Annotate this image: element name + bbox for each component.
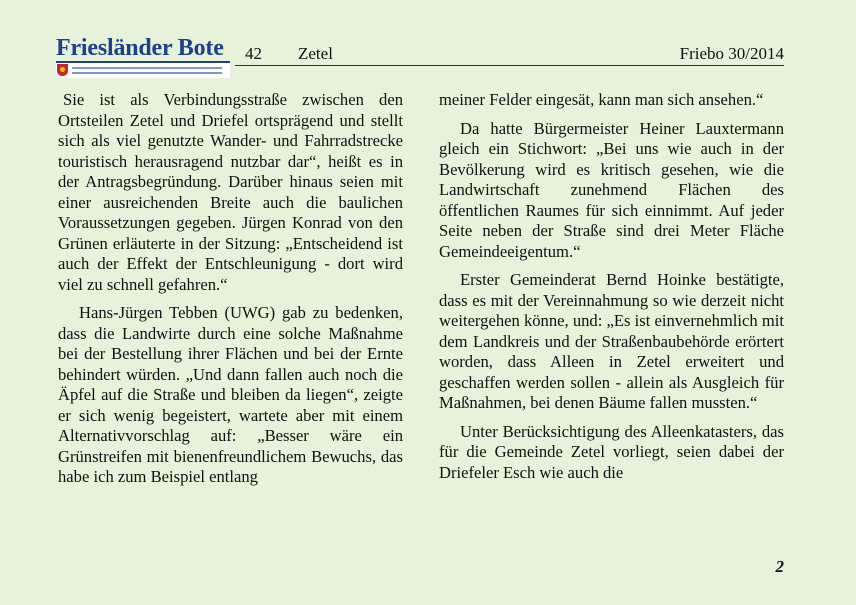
header-page-number: 42: [245, 44, 262, 63]
paragraph: Sie ist als Verbindungsstraße zwischen den Ortsteilen Zetel und Driefel ortsprägend und stellt sich als viel genutzte Wander- und Fahrradstrecke touristisch herausragend nutzbar dar“, heißt es in der Antragsbegründung. Darüber hinaus seien mit einer ausreichenden Breite auch die baulichen Voraussetzungen gegeben. Jürgen Konrad von den Grünen erläuterte in der Sitzung: „Entscheidend ist auch der Effekt der Entschleunigung - dort wird viel zu schnell gefahren.“: [58, 90, 403, 294]
paragraph: Da hatte Bürgermeister Heiner Lauxtermann gleich ein Stichwort: „Bei uns wie auch in der Bevölkerung wird es kritisch gesehen, wie die Landwirtschaft zunehmend Flächen des öffentlichen Raumes für sich einnimmt. Auf jeder Seite neben der Straße sind drei Meter Fläche Gemeindeeigentum.“: [439, 118, 784, 261]
article-column-left: [58, 90, 403, 496]
paragraph: Erster Gemeinderat Bernd Hoinke bestätigte, dass es mit der Vereinnahmung so wie derzeit nicht weitergehen könne, und: „Es ist einvernehmlich mit dem Landkreis und der Straßenbaubehörde erörtert worden, dass Alleen in Zetel erweitert und geschaffen werden sollen - allein als Ausgleich für Maßnahmen, bei denen Bäume fallen mussten.“: [439, 270, 784, 412]
logo-band: [56, 61, 230, 78]
article-column-right: [439, 90, 784, 491]
newspaper-logo: [56, 36, 230, 76]
logo-fineprint-line: [72, 72, 222, 74]
paragraph: Unter Berücksichtigung des Alleenkatasters, das für die Gemeinde Zetel vorliegt, seien dabei der Driefeler Esch wie auch die: [439, 421, 784, 482]
header-divider: [235, 65, 784, 66]
logo-title: Friesländer Bote: [56, 35, 224, 61]
header-issue: Friebo 30/2014: [679, 44, 784, 63]
page-number: 2: [775, 557, 784, 576]
paragraph: Hans-Jürgen Tebben (UWG) gab zu bedenken, dass die Landwirte durch eine solche Maßnahme bei der Bestellung ihrer Flächen und bei der Ernte behindert würden. „Und dann fallen auch noch die Äpfel auf die Straße und bleiben da liegen“, zeigte er sich wenig begeistert, wartete aber mit einem Alternativvorschlag auf: „Besser wäre ein Grünstreifen mit bienenfreundlichem Bewuchs, das habe ich zum Beispiel entlang: [58, 303, 403, 486]
logo-fineprint-line: [72, 67, 222, 69]
header-place: Zetel: [298, 44, 333, 63]
paragraph: meiner Felder eingesät, kann man sich ansehen.“: [439, 90, 764, 109]
crest-icon: [57, 64, 68, 76]
